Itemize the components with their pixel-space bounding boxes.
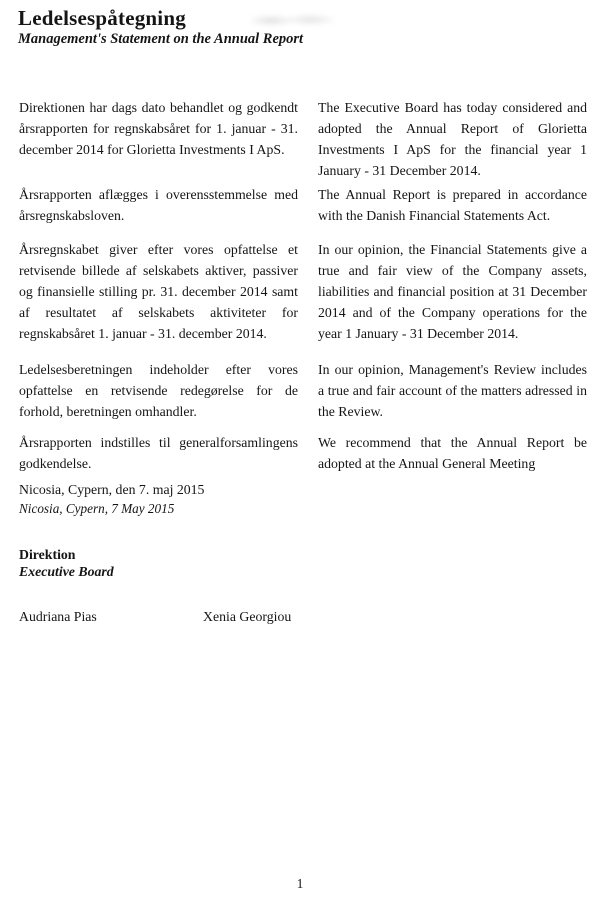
paragraph-review-da: Ledelsesberetningen indeholder efter vores opfattelse en retvisende redegørelse for de forhold, beretningen omhandler. bbox=[19, 362, 298, 419]
paragraph-act-da: Årsrapporten aflægges i overensstemmelse med årsregnskabsloven. bbox=[19, 187, 298, 223]
page-title: Ledelsespåtegning bbox=[18, 6, 186, 30]
paragraph-approval-da: Direktionen har dags dato behandlet og godkendt årsrapporten for regnskabsåret for 1. januar - 31. december 2014 for Glorietta Investments I ApS. bbox=[19, 100, 298, 157]
paragraph-recommendation-en: We recommend that the Annual Report be adopted at the Annual General Meeting bbox=[318, 435, 587, 471]
signature-section-heading-en: Executive Board bbox=[19, 564, 114, 579]
paragraph-true-fair-view-da: Årsregnskabet giver efter vores opfattelse et retvisende billede af selskabets aktiver, passiver og finansielle stilling pr. 31. december 2014 samt af resultatet af selskabets aktiviteter for regnskabsåret 1. januar - 31. december 2014. bbox=[19, 242, 298, 341]
signer-name: Audriana Pias bbox=[19, 609, 97, 624]
place-date-da: Nicosia, Cypern, den 7. maj 2015 bbox=[19, 482, 205, 497]
paragraph-review-en: In our opinion, Management's Review includes a true and fair account of the matters adressed in the Review. bbox=[318, 362, 587, 419]
page-number: 1 bbox=[296, 876, 304, 891]
signer-name: Xenia Georgiou bbox=[203, 609, 292, 624]
scan-bleed-through-artifact bbox=[250, 13, 336, 28]
signature-section-heading-da: Direktion bbox=[19, 547, 76, 562]
paragraph-recommendation-da: Årsrapporten indstilles til generalforsamlingens godkendelse. bbox=[19, 435, 298, 471]
paragraph-act-en: The Annual Report is prepared in accordance with the Danish Financial Statements Act. bbox=[318, 187, 587, 223]
page-subtitle: Management's Statement on the Annual Report bbox=[18, 31, 304, 47]
paragraph-true-fair-view-en: In our opinion, the Financial Statements give a true and fair view of the Company assets, liabilities and financial position at 31 December 2014 and of the Company operations for the year 1 January - 31 December 2014. bbox=[318, 242, 587, 341]
place-date-en: Nicosia, Cypern, 7 May 2015 bbox=[19, 501, 175, 516]
paragraph-approval-en: The Executive Board has today considered and adopted the Annual Report of Glorietta Investments I ApS for the financial year 1 January - 31 December 2014. bbox=[318, 100, 587, 178]
